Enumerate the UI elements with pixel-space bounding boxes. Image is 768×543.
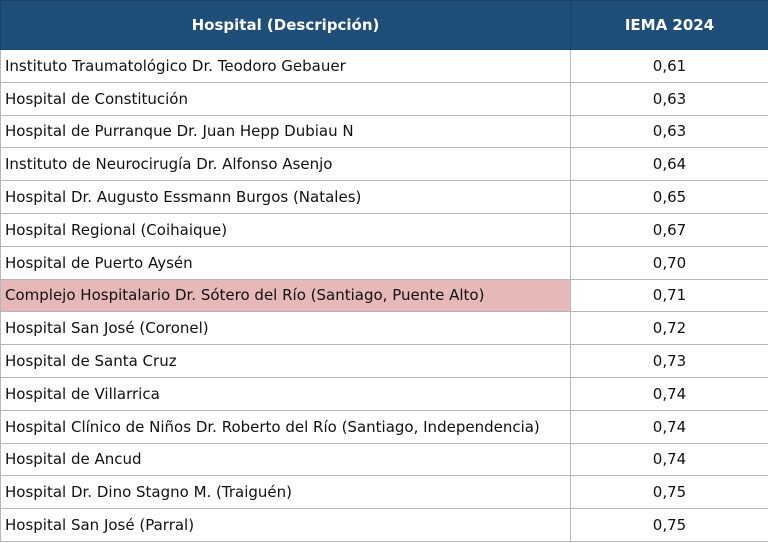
hospital-name-cell: Hospital de Puerto Aysén	[1, 246, 571, 279]
table-row	[1, 410, 768, 443]
hospital-name-cell: Hospital de Villarrica	[1, 377, 571, 410]
table-body	[1, 50, 768, 542]
table-header	[1, 1, 768, 50]
iema-value-cell: 0,71	[571, 279, 768, 312]
iema-value-cell: 0,64	[571, 148, 768, 181]
hospital-name-cell: Complejo Hospitalario Dr. Sótero del Río (Santiago, Puente Alto)	[1, 279, 571, 312]
hospital-name-cell: Hospital de Purranque Dr. Juan Hepp Dubiau N	[1, 115, 571, 148]
hospital-name-cell: Hospital de Santa Cruz	[1, 345, 571, 378]
table-row	[1, 213, 768, 246]
iema-value-cell: 0,63	[571, 82, 768, 115]
column-header-hospital: Hospital (Descripción)	[1, 1, 571, 50]
iema-value-cell: 0,73	[571, 345, 768, 378]
table-row	[1, 148, 768, 181]
iema-value-cell: 0,61	[571, 50, 768, 83]
table-row	[1, 246, 768, 279]
table-row	[1, 443, 768, 476]
iema-value-cell: 0,63	[571, 115, 768, 148]
header-row	[1, 1, 768, 50]
hospital-name-cell: Instituto de Neurocirugía Dr. Alfonso Asenjo	[1, 148, 571, 181]
table-row	[1, 181, 768, 214]
iema-value-cell: 0,70	[571, 246, 768, 279]
hospital-name-cell: Hospital San José (Parral)	[1, 509, 571, 542]
table-row	[1, 82, 768, 115]
column-header-iema: IEMA 2024	[571, 1, 768, 50]
table-row	[1, 115, 768, 148]
table-row	[1, 312, 768, 345]
hospital-name-cell: Hospital de Constitución	[1, 82, 571, 115]
iema-value-cell: 0,75	[571, 509, 768, 542]
iema-value-cell: 0,74	[571, 410, 768, 443]
hospital-name-cell: Instituto Traumatológico Dr. Teodoro Gebauer	[1, 50, 571, 83]
hospital-name-cell: Hospital de Ancud	[1, 443, 571, 476]
iema-value-cell: 0,74	[571, 443, 768, 476]
hospital-name-cell: Hospital Clínico de Niños Dr. Roberto del Río (Santiago, Independencia)	[1, 410, 571, 443]
iema-value-cell: 0,65	[571, 181, 768, 214]
hospital-name-cell: Hospital San José (Coronel)	[1, 312, 571, 345]
hospital-name-cell: Hospital Dr. Dino Stagno M. (Traiguén)	[1, 476, 571, 509]
iema-value-cell: 0,72	[571, 312, 768, 345]
table-row	[1, 377, 768, 410]
hospital-name-cell: Hospital Regional (Coihaique)	[1, 213, 571, 246]
iema-value-cell: 0,74	[571, 377, 768, 410]
table-row	[1, 509, 768, 542]
table-row	[1, 345, 768, 378]
table-row	[1, 476, 768, 509]
iema-value-cell: 0,75	[571, 476, 768, 509]
table-row	[1, 50, 768, 83]
hospital-name-cell: Hospital Dr. Augusto Essmann Burgos (Natales)	[1, 181, 571, 214]
iema-value-cell: 0,67	[571, 213, 768, 246]
table-row-highlighted	[1, 279, 768, 312]
